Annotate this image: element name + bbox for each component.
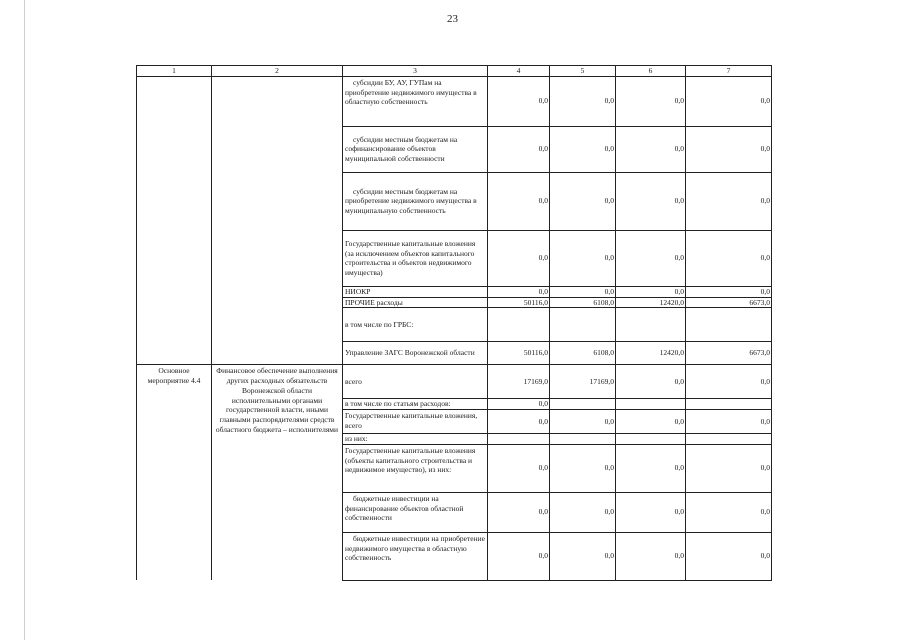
row-label: Государственные капитальные вложения, всего xyxy=(343,410,488,434)
value-cell: 12420,0 xyxy=(616,342,686,365)
value-cell: 0,0 xyxy=(686,126,772,172)
header-row xyxy=(137,66,772,77)
value-cell: 50116,0 xyxy=(488,342,550,365)
value-cell: 0,0 xyxy=(488,399,550,410)
value-cell: 17169,0 xyxy=(488,365,550,399)
value-cell: 6108,0 xyxy=(550,297,616,308)
value-cell: 0,0 xyxy=(616,444,686,492)
row-label: бюджетные инвестиции на приобретение недвижимого имущества в областную собственность xyxy=(343,532,488,580)
header-cell: 2 xyxy=(212,66,343,77)
value-cell xyxy=(550,434,616,445)
value-cell: 0,0 xyxy=(616,286,686,297)
value-cell: 0,0 xyxy=(550,126,616,172)
value-cell: 0,0 xyxy=(616,532,686,580)
value-cell: 0,0 xyxy=(686,230,772,286)
row-label: ПРОЧИЕ расходы xyxy=(343,297,488,308)
value-cell: 0,0 xyxy=(488,126,550,172)
value-cell xyxy=(686,399,772,410)
value-cell: 0,0 xyxy=(550,444,616,492)
value-cell xyxy=(616,308,686,342)
value-cell: 0,0 xyxy=(616,492,686,532)
row-label: Государственные капитальные вложения (объекты капитального строительства и недвижимое имущество), из них: xyxy=(343,444,488,492)
table-row xyxy=(137,76,772,126)
page-number: 23 xyxy=(447,13,458,25)
table-row xyxy=(137,365,772,399)
value-cell: 0,0 xyxy=(550,172,616,230)
value-cell xyxy=(488,434,550,445)
value-cell: 0,0 xyxy=(686,286,772,297)
row-label: из них: xyxy=(343,434,488,445)
value-cell: 0,0 xyxy=(616,365,686,399)
header-cell: 6 xyxy=(616,66,686,77)
header-cell: 4 xyxy=(488,66,550,77)
value-cell: 0,0 xyxy=(686,492,772,532)
row-label: субсидии БУ, АУ, ГУПам на приобретение недвижимого имущества в областную собственность xyxy=(343,76,488,126)
measure-description-cell: Финансовое обеспечение выполнения других расходных обязательств Воронежской области исполнительными органами государственной власти, иными главными распорядителями средств областного бюджета – исполнителями xyxy=(212,365,343,581)
header-cell: 3 xyxy=(343,66,488,77)
value-cell xyxy=(488,308,550,342)
value-cell: 0,0 xyxy=(550,492,616,532)
value-cell: 0,0 xyxy=(686,76,772,126)
header-cell: 7 xyxy=(686,66,772,77)
value-cell: 12420,0 xyxy=(616,297,686,308)
row-label: в том числе по статьям расходов: xyxy=(343,399,488,410)
value-cell: 0,0 xyxy=(488,532,550,580)
value-cell: 0,0 xyxy=(550,286,616,297)
value-cell: 6673,0 xyxy=(686,297,772,308)
value-cell: 0,0 xyxy=(616,126,686,172)
value-cell: 0,0 xyxy=(686,365,772,399)
value-cell xyxy=(686,308,772,342)
value-cell: 0,0 xyxy=(550,76,616,126)
value-cell: 6108,0 xyxy=(550,342,616,365)
row-label: НИОКР xyxy=(343,286,488,297)
value-cell: 0,0 xyxy=(488,172,550,230)
value-cell: 6673,0 xyxy=(686,342,772,365)
value-cell: 0,0 xyxy=(488,444,550,492)
value-cell xyxy=(686,434,772,445)
scan-edge-line xyxy=(24,0,25,640)
value-cell: 17169,0 xyxy=(550,365,616,399)
row-label: Государственные капитальные вложения (за исключением объектов капитального строительства и объектов недвижимого имущества) xyxy=(343,230,488,286)
value-cell: 0,0 xyxy=(550,410,616,434)
header-cell: 5 xyxy=(550,66,616,77)
value-cell xyxy=(550,399,616,410)
row-label: субсидии местным бюджетам на приобретение недвижимого имущества в муниципальную собственность xyxy=(343,172,488,230)
expense-table xyxy=(136,65,772,581)
value-cell: 0,0 xyxy=(616,76,686,126)
value-cell xyxy=(616,434,686,445)
row-label: всего xyxy=(343,365,488,399)
value-cell xyxy=(616,399,686,410)
measure-name-cell xyxy=(137,76,212,365)
row-label: субсидии местным бюджетам на софинансирование объектов муниципальной собственности xyxy=(343,126,488,172)
value-cell: 0,0 xyxy=(616,410,686,434)
measure-name-cell: Основное мероприятие 4.4 xyxy=(137,365,212,581)
value-cell: 0,0 xyxy=(550,230,616,286)
value-cell: 0,0 xyxy=(488,230,550,286)
row-label: в том числе по ГРБС: xyxy=(343,308,488,342)
value-cell: 0,0 xyxy=(686,532,772,580)
measure-description-cell xyxy=(212,76,343,365)
value-cell: 0,0 xyxy=(616,172,686,230)
value-cell: 50116,0 xyxy=(488,297,550,308)
value-cell: 0,0 xyxy=(488,492,550,532)
value-cell: 0,0 xyxy=(550,532,616,580)
value-cell: 0,0 xyxy=(488,286,550,297)
value-cell: 0,0 xyxy=(616,230,686,286)
value-cell: 0,0 xyxy=(686,444,772,492)
value-cell: 0,0 xyxy=(488,76,550,126)
header-cell: 1 xyxy=(137,66,212,77)
value-cell: 0,0 xyxy=(686,410,772,434)
row-label: бюджетные инвестиции на финансирование объектов областной собственности xyxy=(343,492,488,532)
value-cell: 0,0 xyxy=(686,172,772,230)
value-cell: 0,0 xyxy=(488,410,550,434)
value-cell xyxy=(550,308,616,342)
row-label: Управление ЗАГС Воронежской области xyxy=(343,342,488,365)
